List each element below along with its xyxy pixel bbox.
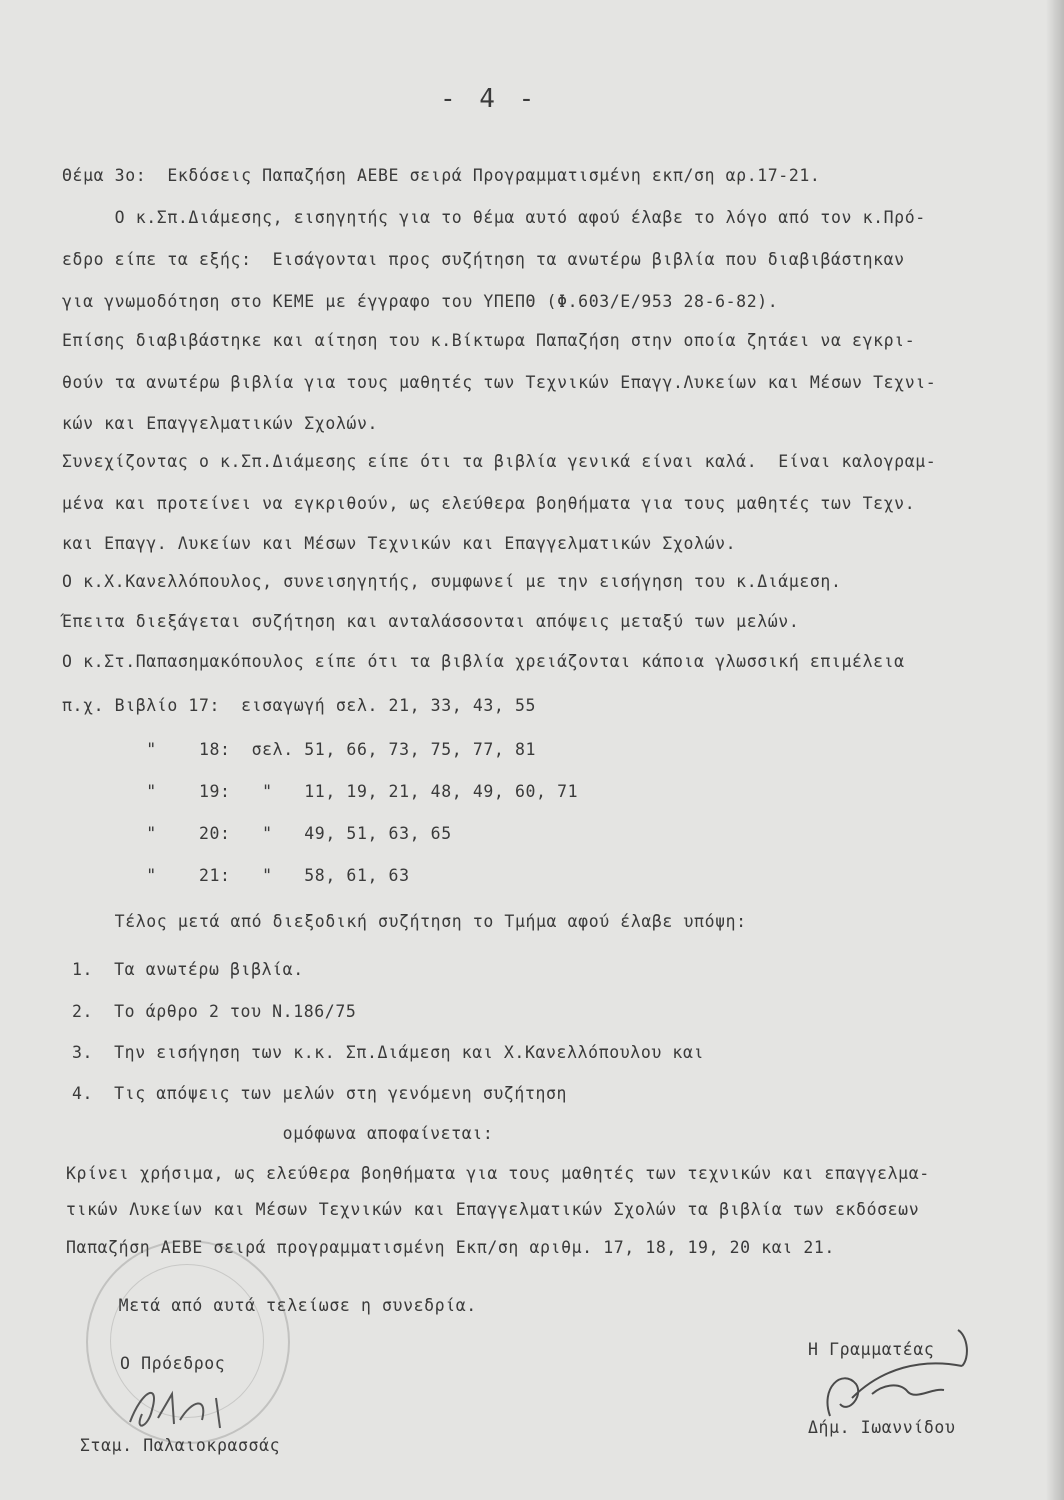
secretary-name: Δήμ. Ιωαννίδου	[808, 1418, 956, 1437]
text-line: Τέλος μετά από διεξοδική συζήτηση το Τμήμα αφού έλαβε υπόψη:	[62, 912, 747, 931]
president-name: Σταμ. Παλαιοκρασσάς	[80, 1436, 281, 1455]
text-line: Ο κ.Στ.Παπασημακόπουλος είπε ότι τα βιβλία χρειάζονται κάποια γλωσσική επιμέλεια	[62, 652, 905, 671]
text-line: Έπειτα διεξάγεται συζήτηση και ανταλάσσονται απόψεις μεταξύ των μελών.	[62, 612, 800, 631]
text-line: Θέμα 3ο: Εκδόσεις Παπαζήση ΑΕΒΕ σειρά Προγραμματισμένη εκπ/ση αρ.17-21.	[62, 166, 821, 185]
text-line: 4. Τις απόψεις των μελών στη γενόμενη συζήτηση	[72, 1084, 568, 1103]
text-line: " 19: " 11, 19, 21, 48, 49, 60, 71	[62, 782, 579, 801]
text-line: 2. Το άρθρο 2 του Ν.186/75	[72, 1002, 357, 1021]
text-line: " 20: " 49, 51, 63, 65	[62, 824, 452, 843]
text-line: μένα και προτείνει να εγκριθούν, ως ελεύθερα βοηθήματα για τους μαθητές των Τεχν.	[62, 494, 916, 513]
text-line: Συνεχίζοντας ο κ.Σπ.Διάμεσης είπε ότι τα βιβλία γενικά είναι καλά. Είναι καλογραμ-	[62, 452, 937, 471]
president-title: Ο Πρόεδρος	[120, 1354, 226, 1373]
text-line: Ο κ.Σπ.Διάμεσης, εισηγητής για το θέμα αυτό αφού έλαβε το λόγο από τον κ.Πρό-	[62, 208, 926, 227]
text-line: Μετά από αυτά τελείωσε η συνεδρία.	[66, 1296, 477, 1315]
text-line: και Επαγγ. Λυκείων και Μέσων Τεχνικών και Επαγγελματικών Σχολών.	[62, 534, 737, 553]
text-line: εδρο είπε τα εξής: Εισάγονται προς συζήτηση τα ανωτέρω βιβλία που διαβιβάστηκαν	[62, 250, 905, 269]
text-line: " 21: " 58, 61, 63	[62, 866, 410, 885]
secretary-signature	[812, 1318, 982, 1428]
text-line: Ο κ.Χ.Κανελλόπουλος, συνεισηγητής, συμφωνεί με την εισήγηση του κ.Διάμεση.	[62, 572, 842, 591]
text-line: Επίσης διαβιβάστηκε και αίτηση του κ.Βίκτωρα Παπαζήση στην οποία ζητάει να εγκρι-	[62, 331, 916, 350]
text-line: Παπαζήση ΑΕΒΕ σειρά προγραμματισμένη Εκπ/ση αριθμ. 17, 18, 19, 20 και 21.	[66, 1238, 835, 1257]
text-line: " 18: σελ. 51, 66, 73, 75, 77, 81	[62, 740, 537, 759]
president-signature	[112, 1370, 262, 1440]
text-line: θούν τα ανωτέρω βιβλία για τους μαθητές των Τεχνικών Επαγγ.Λυκείων και Μέσων Τεχνι-	[62, 373, 937, 392]
secretary-title: Η Γραμματέας	[808, 1340, 935, 1359]
text-line: Κρίνει χρήσιμα, ως ελεύθερα βοηθήματα για τους μαθητές των τεχνικών και επαγγελμα-	[66, 1164, 930, 1183]
page-edge-shadow	[1046, 0, 1064, 1500]
text-line: ομόφωνα αποφαίνεται:	[72, 1124, 494, 1143]
text-line: για γνωμοδότηση στο ΚΕΜΕ με έγγραφο του ΥΠΕΠΘ (Φ.603/Ε/953 28-6-82).	[62, 292, 779, 311]
text-line: 3. Την εισήγηση των κ.κ. Σπ.Διάμεση και Χ.Κανελλόπουλου και	[72, 1043, 705, 1062]
text-line: π.χ. Βιβλίο 17: εισαγωγή σελ. 21, 33, 43, 55	[62, 696, 537, 715]
text-line: κών και Επαγγελματικών Σχολών.	[62, 414, 379, 433]
text-line: τικών Λυκείων και Μέσων Τεχνικών και Επαγγελματικών Σχολών τα βιβλία των εκδόσεων	[66, 1200, 920, 1219]
text-line: 1. Τα ανωτέρω βιβλία.	[72, 960, 304, 979]
page-number: - 4 -	[440, 84, 539, 114]
